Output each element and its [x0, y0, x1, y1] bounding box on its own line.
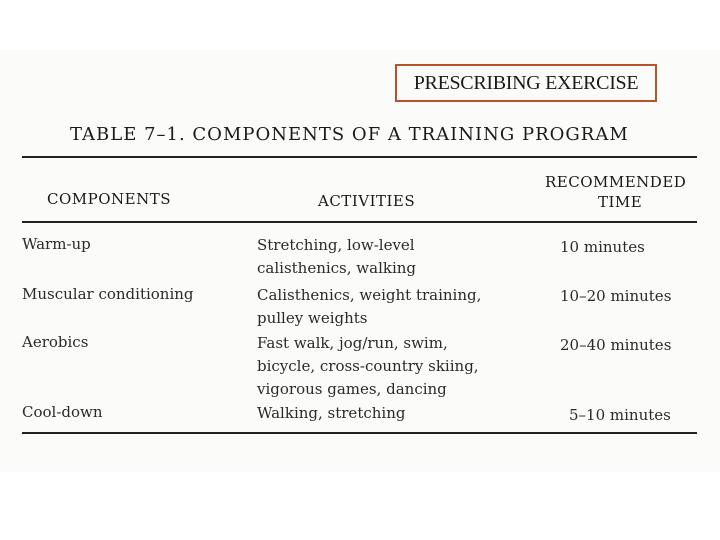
activity-line: Stretching, low-level — [257, 236, 415, 254]
col-header-time-2: TIME — [598, 193, 643, 211]
component-cell: Cool-down — [22, 403, 103, 421]
component-cell: Aerobics — [22, 333, 89, 351]
top-rule — [22, 156, 697, 158]
section-header-box — [395, 64, 657, 102]
time-cell: 10–20 minutes — [560, 287, 672, 305]
activity-line: vigorous games, dancing — [257, 380, 447, 398]
col-header-activities: ACTIVITIES — [318, 192, 416, 210]
table-title: TABLE 7–1. COMPONENTS OF A TRAINING PROGRAM — [70, 124, 629, 145]
activity-line: calisthenics, walking — [257, 259, 417, 277]
activity-line: Walking, stretching — [257, 404, 406, 422]
col-header-components: COMPONENTS — [47, 190, 172, 208]
activity-line: Fast walk, jog/run, swim, — [257, 334, 448, 352]
section-header: PRESCRIBING EXERCISE — [413, 71, 639, 94]
component-cell: Warm-up — [22, 235, 91, 253]
header-rule — [22, 221, 697, 223]
bottom-rule — [22, 432, 697, 434]
activity-line: bicycle, cross-country skiing, — [257, 357, 479, 375]
time-cell: 10 minutes — [560, 238, 645, 256]
time-cell: 20–40 minutes — [560, 336, 672, 354]
component-cell: Muscular conditioning — [22, 285, 194, 303]
col-header-time-1: RECOMMENDED — [545, 173, 687, 191]
activity-line: Calisthenics, weight training, — [257, 286, 482, 304]
activity-line: pulley weights — [257, 309, 368, 327]
time-cell: 5–10 minutes — [569, 406, 671, 424]
